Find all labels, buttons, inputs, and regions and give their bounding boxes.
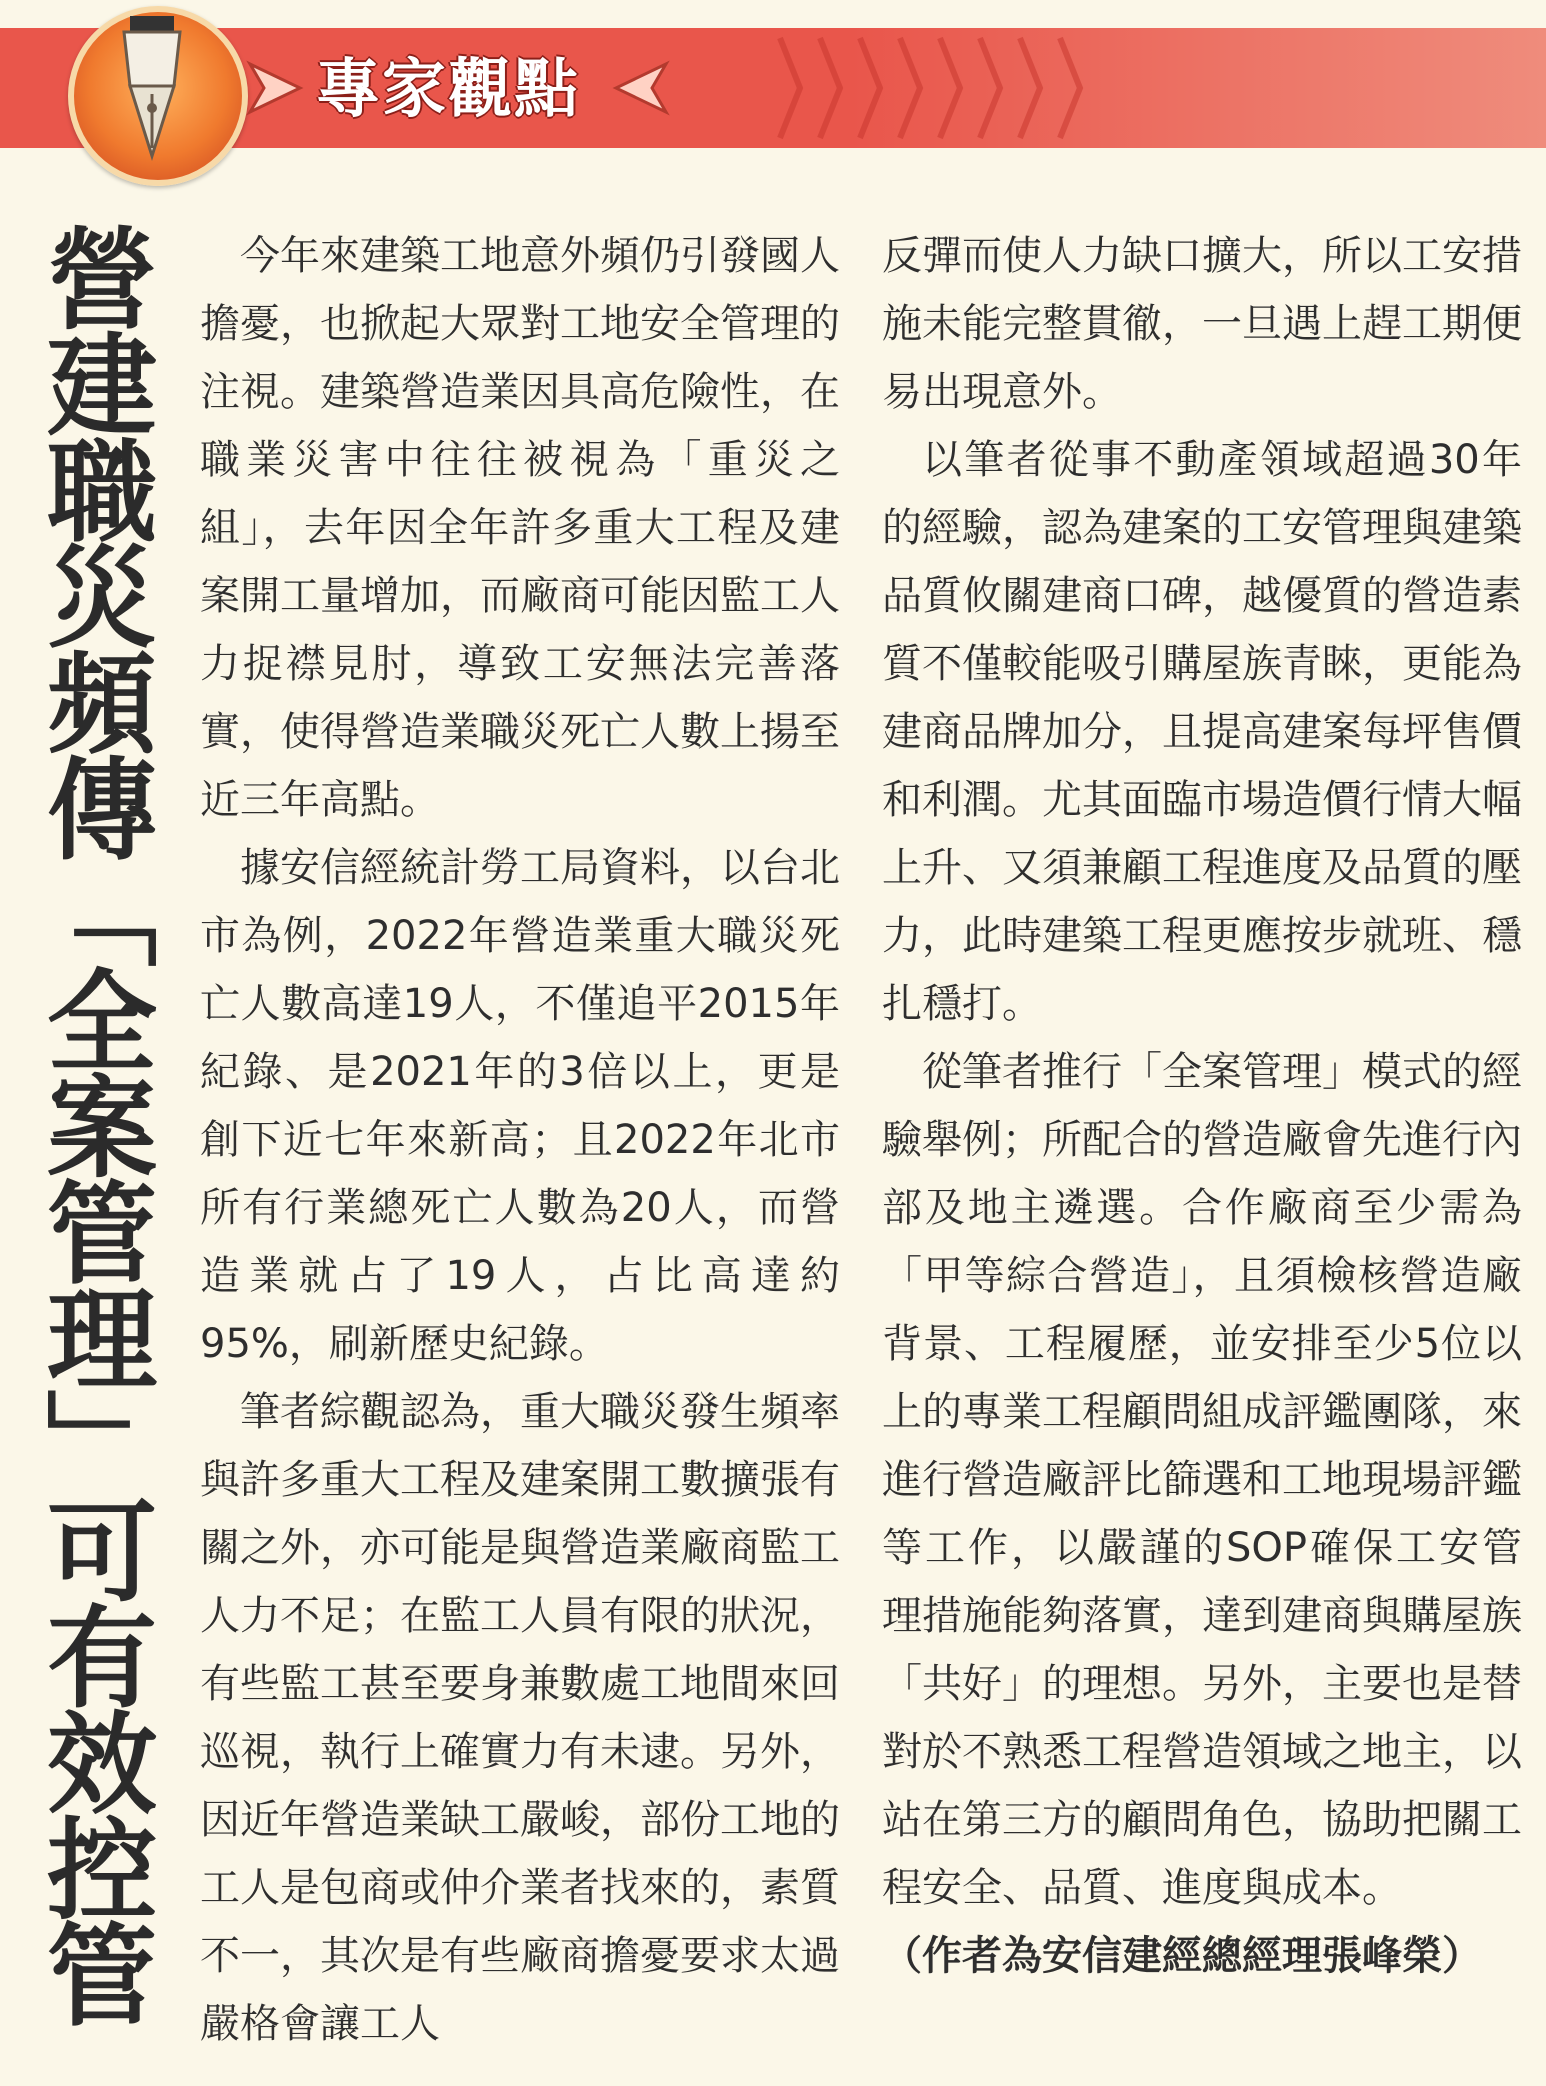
chevron-right-icon: [246, 60, 304, 116]
chevron-left-icon: [612, 60, 670, 116]
paragraph: 今年來建築工地意外頻仍引發國人擔憂，也掀起大眾對工地安全管理的注視。建築營造業因具高危險性，在職業災害中往往被視為「重災之組」，去年因全年許多重大工程及建案開工量增加，而廠商可能因監工人力捉襟見肘，導致工安無法完善落實，使得營造業職災死亡人數上揚至近三年高點。: [200, 233, 840, 823]
section-title: 專家觀點: [316, 53, 580, 127]
section-header: [0, 0, 1546, 190]
article-column-left: [200, 222, 840, 2058]
paragraph: 筆者綜觀認為，重大職災發生頻率與許多重大工程及建案開工數擴張有關之外，亦可能是與營造業廠商監工人力不足；在監工人員有限的狀況，有些監工甚至要身兼數處工地間來回巡視，執行上確實力有未逮。另外，因近年營造業缺工嚴峻，部份工地的工人是包商或仲介業者找來的，素質不一，其次是有些廠商擔憂要求太過嚴格會讓工人: [200, 1389, 840, 2047]
paragraph: 以筆者從事不動產領域超過30年的經驗，認為建案的工安管理與建築品質攸關建商口碑，越優質的營造素質不僅較能吸引購屋族青睞，更能為建商品牌加分，且提高建案每坪售價和利潤。尤其面臨市場造價行情大幅上升、又須兼顧工程進度及品質的壓力，此時建築工程更應按步就班、穩扎穩打。: [882, 437, 1522, 1027]
fountain-pen-icon: [104, 16, 200, 166]
paragraph: 據安信經統計勞工局資料，以台北市為例，2022年營造業重大職災死亡人數高達19人，不僅追平2015年紀錄、是2021年的3倍以上，更是創下近七年來新高；且2022年北市所有行業總死亡人數為20人，而營造業就占了19人，占比高達約95%，刷新歷史紀錄。: [200, 845, 840, 1367]
paragraph: 從筆者推行「全案管理」模式的經驗舉例；所配合的營造廠會先進行內部及地主遴選。合作廠商至少需為「甲等綜合營造」，且須檢核營造廠背景、工程履歷，並安排至少5位以上的專業工程顧問組成評鑑團隊，來進行營造廠評比篩選和工地現場評鑑等工作，以嚴謹的SOP確保工安管理措施能夠落實，達到建商與購屋族「共好」的理想。另外，主要也是替對於不熟悉工程營造領域之地主，以站在第三方的顧問角色，協助把關工程安全、品質、進度與成本。: [882, 1049, 1522, 1911]
author-byline: （作者為安信建經總經理張峰榮）: [882, 1933, 1482, 1979]
paragraph: 反彈而使人力缺口擴大，所以工安措施未能完整貫徹，一旦遇上趕工期便易出現意外。: [882, 233, 1522, 415]
article-headline: 營建職災頻傳「全案管理」可有效控管: [29, 222, 157, 2024]
decorative-stripes: [760, 28, 1160, 148]
article-column-right: [882, 222, 1522, 1990]
